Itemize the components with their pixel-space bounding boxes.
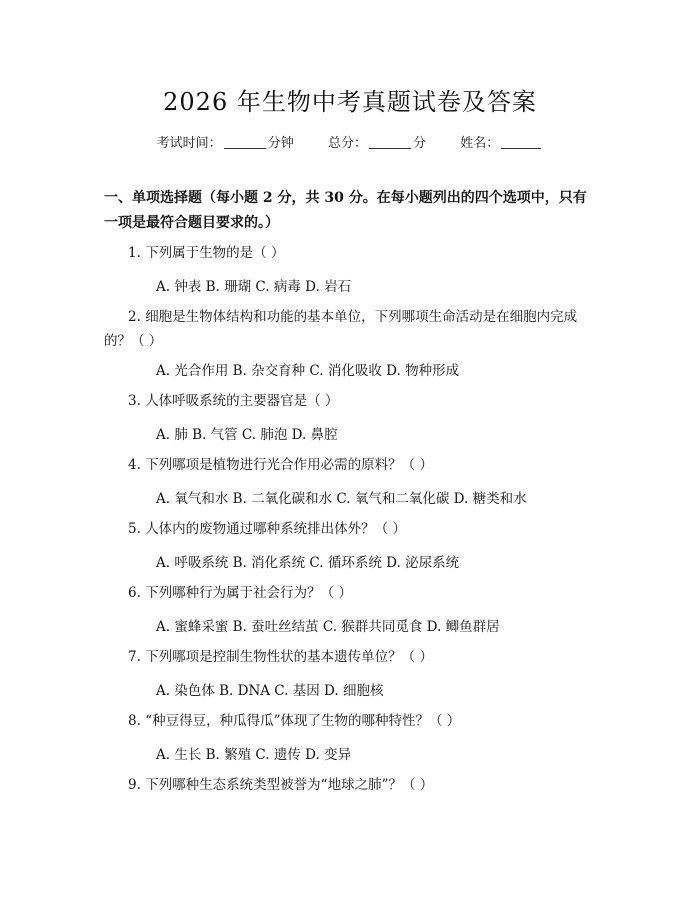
question-3 [104,389,598,413]
question-6 [104,581,598,605]
question-number: 5. [128,521,141,537]
question-3-options: A. 肺 B. 气管 C. 肺泡 D. 鼻腔 [156,427,338,443]
question-5 [104,517,598,541]
question-text: “种豆得豆，种瓜得瓜”体现了生物的哪种特性？（ ） [145,713,461,729]
question-text: 下列哪种生态系统类型被誉为“地球之肺”？（ ） [145,777,434,793]
question-8-options: A. 生长 B. 繁殖 C. 遗传 D. 变异 [156,747,352,763]
question-8 [104,709,598,733]
question-number: 3. [128,393,141,409]
question-1-options: A. 钟表 B. 珊瑚 C. 病毒 D. 岩石 [156,279,352,295]
question-number: 2. [128,309,141,325]
time-blank [224,136,266,149]
question-text: 细胞是生物体结构和功能的基本单位，下列哪项生命活动是在细胞内完成的？（ ） [104,309,578,349]
time-unit: 分钟 [267,136,294,151]
question-7 [104,645,598,669]
question-text: 下列哪项是植物进行光合作用必需的原料？（ ） [145,457,433,473]
question-number: 4. [128,457,141,473]
time-label: 考试时间： [156,136,222,151]
section-heading: 一、单项选择题（每小题 2 分，共 30 分。在每小题列出的四个选项中，只有一项是最符合题目要求的。） [104,190,587,231]
score-label: 总分： [327,136,367,151]
question-5-options: A. 呼吸系统 B. 消化系统 C. 循环系统 D. 泌尿系统 [156,555,460,571]
question-2-options: A. 光合作用 B. 杂交育种 C. 消化吸收 D. 物种形成 [156,363,460,379]
question-6-options: A. 蜜蜂采蜜 B. 蚕吐丝结茧 C. 猴群共同觅食 D. 鲫鱼群居 [156,619,500,635]
question-number: 9. [128,777,141,793]
question-1 [104,241,598,265]
question-4 [104,453,598,477]
question-number: 1. [128,245,141,261]
name-label: 姓名： [460,136,500,151]
question-number: 7. [128,649,141,665]
page-title: 2026 年生物中考真题试卷及答案 [163,88,537,116]
question-text: 下列哪种行为属于社会行为？（ ） [145,585,352,601]
question-number: 6. [128,585,141,601]
question-text: 下列属于生物的是（ ） [145,245,285,261]
question-9 [104,773,598,797]
question-text: 人体内的废物通过哪种系统排出体外？（ ） [145,521,406,537]
question-number: 8. [128,713,141,729]
question-2 [104,305,598,353]
question-7-options: A. 染色体 B. DNA C. 基因 D. 细胞核 [156,683,384,699]
exam-info-line [0,132,700,151]
score-unit: 分 [413,136,427,151]
score-blank [369,136,411,149]
question-4-options: A. 氧气和水 B. 二氧化碳和水 C. 氧气和二氧化碳 D. 糖类和水 [156,491,527,507]
question-text: 人体呼吸系统的主要器官是（ ） [145,393,339,409]
name-blank [501,136,541,149]
question-text: 下列哪项是控制生物性状的基本遗传单位？（ ） [145,649,433,665]
